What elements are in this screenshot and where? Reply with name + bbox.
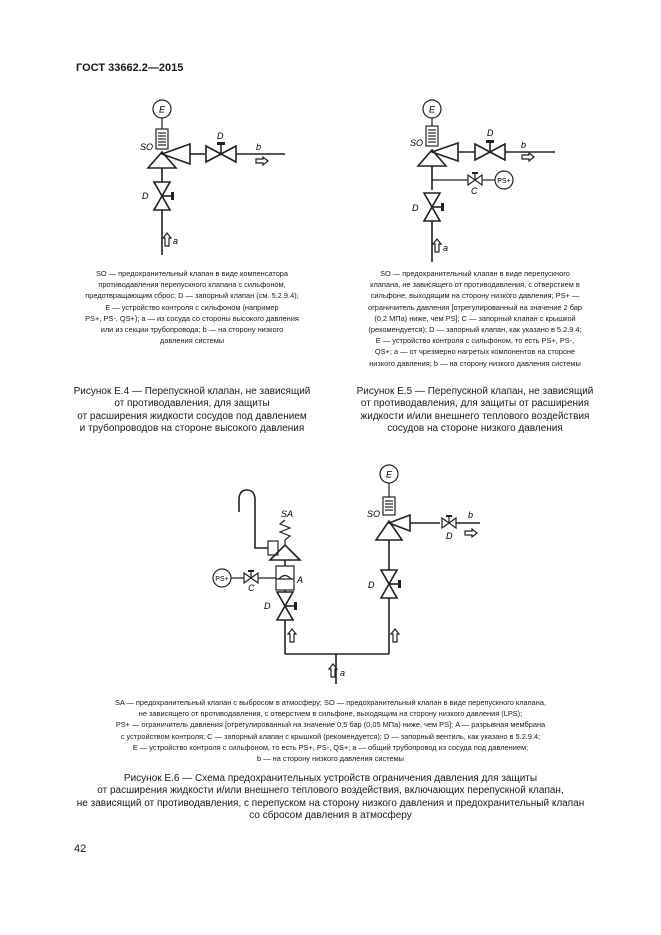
e6-shutoff-valve-d-right bbox=[381, 570, 401, 598]
figure-e6-diagram bbox=[213, 465, 480, 684]
e5-label-d-top: D bbox=[487, 128, 494, 138]
e6-label-b: b bbox=[468, 510, 474, 520]
legend-line: не зависящего от противодавления, с отверстием в сильфоне, выходящим на сторону низкого давления (LPS); bbox=[138, 709, 523, 719]
e6-label-c: C bbox=[248, 583, 255, 593]
e5-label-ps: PS+ bbox=[497, 178, 511, 185]
e4-shutoff-valve-d-inlet bbox=[154, 182, 174, 210]
legend-line: давления системы bbox=[159, 336, 225, 346]
e5-cap-valve-c bbox=[468, 172, 482, 185]
caption-line: Рисунок Е.4 — Перепускной клапан, не зависящий bbox=[73, 386, 311, 397]
e5-label-so: SO bbox=[410, 138, 424, 148]
caption-line: от расширения жидкости сосудов под давлением bbox=[77, 410, 307, 422]
caption-line: Рисунок Е.6 — Схема предохранительных устройств ограничения давления для защиты bbox=[123, 773, 538, 784]
e4-label-a: a bbox=[173, 236, 179, 246]
e6-shutoff-valve-d-outlet bbox=[442, 515, 456, 528]
figure-e5-diagram bbox=[410, 100, 555, 262]
legend-line: противодавления перепускного клапана с сильфоном, bbox=[98, 280, 286, 290]
legend-line: E — устройство контроля с сильфоном (например bbox=[105, 302, 279, 312]
e5-flow-arrow-b bbox=[522, 153, 534, 161]
e6-label-e: E bbox=[385, 469, 393, 480]
e5-label-d-left: D bbox=[412, 203, 419, 213]
e6-label-a: a bbox=[340, 668, 346, 678]
caption-line: и трубопроводов на стороне высокого давления bbox=[79, 423, 305, 435]
caption-line: Рисунок Е.5 — Перепускной клапан, не зависящий bbox=[356, 386, 594, 397]
e5-label-c: C bbox=[471, 186, 478, 196]
legend-line: b — на сторону низкого давления системы bbox=[257, 754, 404, 764]
figure-e6-caption bbox=[60, 773, 601, 823]
standard-header: ГОСТ 33662.2—2015 bbox=[76, 62, 184, 74]
legend-line: сильфоне, выходящим на сторону низкого давления; PS+ — bbox=[370, 291, 580, 301]
e4-flow-arrow-a bbox=[163, 233, 171, 246]
caption-line: от противодавления, для защиты от расширения bbox=[360, 398, 590, 410]
e5-flow-arrow-a bbox=[433, 239, 441, 252]
e6-label-a-disc: A bbox=[297, 575, 304, 585]
e4-flow-arrow-b bbox=[256, 157, 268, 165]
figure-e6-legend bbox=[60, 697, 601, 764]
legend-line: предотвращающим сброс; D — запорный клапан (см. 5.2.9.4); bbox=[85, 291, 299, 301]
legend-line: PS+, PS-, QS+); a — из сосуда со стороны высокого давления bbox=[85, 313, 299, 323]
figure-e4-diagram bbox=[140, 100, 285, 255]
e4-label-d-top: D bbox=[217, 131, 224, 141]
e6-label-sa: SA bbox=[281, 509, 294, 519]
legend-line: с устройством контроля; C — запорный клапан с крышкой (рекомендуется); D — запорный вентиль, как указано в 5.2.9.4; bbox=[120, 731, 541, 741]
e4-label-b: b bbox=[256, 142, 262, 152]
legend-line: или из секции трубопровода; b — на сторону низкого bbox=[100, 325, 284, 335]
e6-sa-spring bbox=[280, 520, 290, 540]
legend-line: (рекомендуется); D — запорный клапан, как указано в 5.2.9.4; bbox=[368, 325, 582, 335]
e6-sa-discharge-pipe bbox=[239, 490, 268, 548]
e5-shutoff-valve-d-inlet bbox=[424, 193, 444, 221]
e4-label-d-left: D bbox=[142, 191, 149, 201]
legend-line: PS+ — ограничитель давления [отрегулированный на значение 0,5 бар (0,05 МПа) ниже, чем PS]; A — разрывная мембрана bbox=[115, 720, 546, 730]
e6-flow-arrow-left bbox=[288, 629, 296, 642]
e6-label-d-top: D bbox=[446, 531, 453, 541]
page-number: 42 bbox=[74, 843, 87, 855]
legend-line: SO — предохранительный клапан в виде перепускного bbox=[380, 269, 570, 278]
figure-e5-legend bbox=[350, 268, 600, 369]
e5-label-e: E bbox=[428, 104, 436, 115]
legend-line: ограничитель давления [отрегулированный на значение 2 бар bbox=[367, 302, 583, 312]
legend-line: SA — предохранительный клапан с выбросом в атмосферу; SO — предохранительный клапан в виде перепускного клапана, bbox=[114, 698, 546, 707]
e6-cap-valve-c bbox=[244, 570, 258, 583]
legend-line: SO — предохранительный клапан в виде компенсатора bbox=[95, 269, 289, 278]
figure-e4-caption bbox=[64, 386, 320, 436]
e6-label-so: SO bbox=[367, 509, 381, 519]
e6-flow-arrow-b bbox=[465, 529, 477, 537]
caption-line: от противодавления, для защиты bbox=[114, 398, 270, 410]
caption-line: не зависящий от противодавления, с перепуском на сторону низкого давления и предохранительный клапан bbox=[76, 797, 585, 809]
figure-e5-caption bbox=[350, 386, 600, 436]
caption-line: со сбросом давления в атмосферу bbox=[249, 810, 412, 822]
legend-line: QS+; a — от чрезмерно нагретых компонентов на стороне bbox=[374, 347, 576, 357]
e6-label-ps: PS+ bbox=[215, 576, 229, 583]
e6-flow-arrow-right bbox=[391, 629, 399, 642]
e6-shutoff-valve-d-left bbox=[277, 592, 297, 620]
e4-label-e: E bbox=[158, 104, 166, 115]
legend-line: клапана, не зависящего от противодавления, с отверстием в bbox=[370, 280, 580, 290]
e5-label-b: b bbox=[521, 140, 527, 150]
caption-line: сосудов на стороне низкого давления bbox=[387, 423, 563, 435]
e4-label-so: SO bbox=[140, 142, 154, 152]
e4-shutoff-valve-d-outlet bbox=[206, 142, 236, 162]
figure-e4-legend bbox=[64, 268, 320, 346]
caption-line: жидкости и/или внешнего теплового воздействия bbox=[360, 410, 590, 422]
legend-line: E — устройство контроля с сильфоном, то есть PS+, PS-, bbox=[375, 336, 575, 346]
e5-shutoff-valve-d-outlet bbox=[475, 140, 505, 160]
legend-line: E — устройство контроля с сильфоном, то есть PS+, PS-, QS+; a — общий трубопровод из сосуда под давлением; bbox=[132, 742, 529, 752]
legend-line: низкого давления; b — на сторону низкого давления системы bbox=[369, 358, 581, 368]
e5-label-a: a bbox=[443, 243, 449, 253]
legend-line: (0,2 МПа) ниже, чем PS]; C — запорный клапан с крышкой bbox=[374, 313, 576, 323]
e6-rupture-disc-a bbox=[276, 566, 294, 590]
e6-so-bellows bbox=[383, 497, 395, 515]
e6-label-d-right: D bbox=[368, 580, 375, 590]
e6-label-d-left: D bbox=[264, 601, 271, 611]
caption-line: от расширения жидкости и/или внешнего теплового воздействия, включающих перепускной клапан, bbox=[97, 785, 564, 797]
